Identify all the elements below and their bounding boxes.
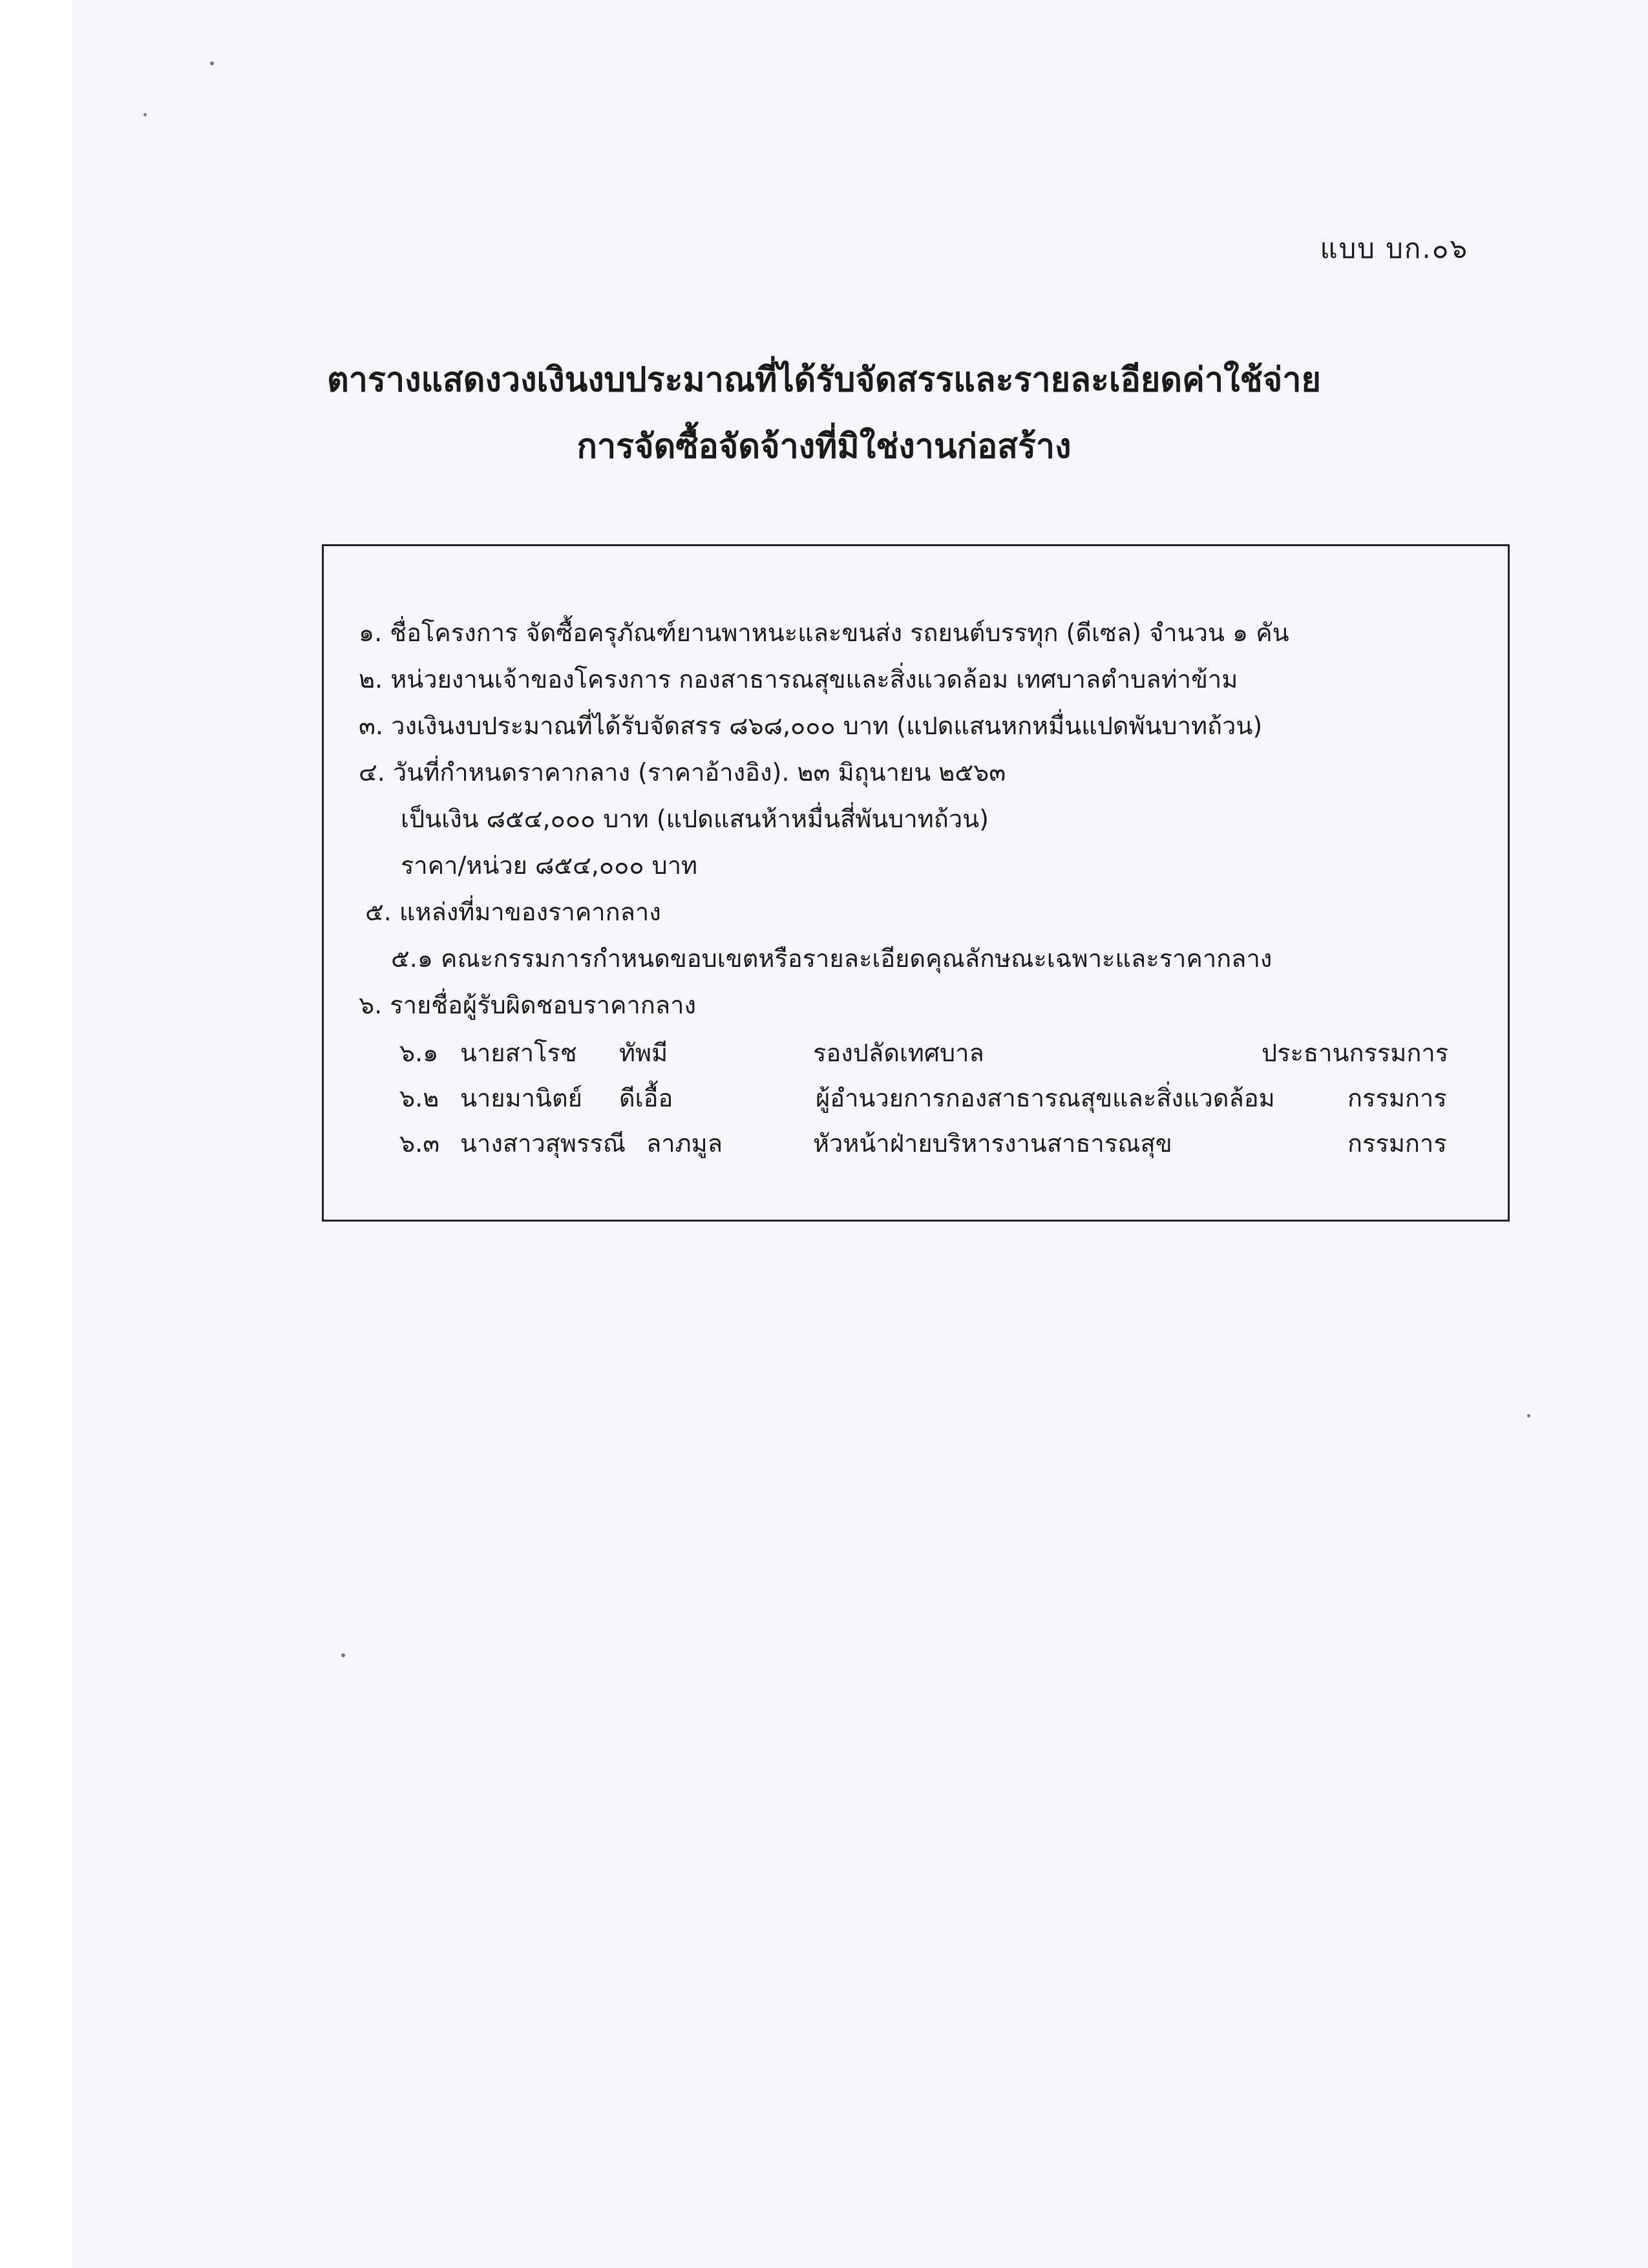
committee-last-name: ทัพมี [619,1039,668,1067]
reference-amount: เป็นเงิน ๘๕๔,๐๐๐ บาท (แปดแสนห้าหมื่นสี่พันบาทถ้วน) [401,805,989,833]
committee-first-name: นายมานิตย์ [460,1084,582,1112]
committee-first-name: นายสาโรช [460,1039,577,1067]
price-source-5-1: ๕.๑ คณะกรรมการกำหนดขอบเขตหรือรายละเอียดคุณลักษณะเฉพาะและราคากลาง [391,944,1273,973]
price-source-heading: ๕. แหล่งที่มาของราคากลาง [365,898,661,926]
committee-heading: ๖. รายชื่อผู้รับผิดชอบราคากลาง [359,991,697,1019]
project-name: ๑. ชื่อโครงการ จัดซื้อครุภัณฑ์ยานพาหนะและขนส่ง รถยนต์บรรทุก (ดีเซล) จำนวน ๑ คัน [359,619,1289,647]
committee-first-name: นางสาวสุพรรณี [460,1129,626,1158]
committee-last-name: ลาภมูล [646,1129,723,1158]
committee-last-name: ดีเอื้อ [619,1084,673,1112]
reference-date: ๔. วันที่กำหนดราคากลาง (ราคาอ้างอิง). ๒๓ มิถุนายน ๒๕๖๓ [359,758,1006,787]
form-code: แบบ บก.๐๖ [1320,233,1468,264]
scan-speck [1527,1414,1530,1417]
document-title-line-2: การจัดซื้อจัดจ้างที่มิใช่งานก่อสร้าง [576,427,1072,466]
committee-role: กรรมการ [1347,1084,1447,1112]
scan-speck [341,1653,345,1657]
committee-role: กรรมการ [1347,1129,1447,1158]
committee-position: รองปลัดเทศบาล [813,1039,984,1067]
document-title-line-1: ตารางแสดงวงเงินงบประมาณที่ได้รับจัดสรรและรายละเอียดค่าใช้จ่าย [327,361,1321,399]
scan-speck [143,113,147,116]
committee-position: ผู้อำนวยการกองสาธารณสุขและสิ่งแวดล้อม [816,1084,1275,1112]
scan-speck [210,61,214,65]
committee-number: ๖.๓ [399,1129,440,1158]
committee-position: หัวหน้าฝ่ายบริหารงานสาธารณสุข [813,1129,1172,1158]
unit-price: ราคา/หน่วย ๘๕๔,๐๐๐ บาท [401,851,698,880]
committee-number: ๖.๑ [399,1039,439,1067]
committee-role: ประธานกรรมการ [1262,1039,1449,1067]
committee-number: ๖.๒ [399,1084,439,1112]
allocated-budget: ๓. วงเงินงบประมาณที่ได้รับจัดสรร ๘๖๘,๐๐๐ บาท (แปดแสนหกหมื่นแปดพันบาทถ้วน) [359,712,1263,740]
owner-unit: ๒. หน่วยงานเจ้าของโครงการ กองสาธารณสุขและสิ่งแวดล้อม เทศบาลตำบลท่าข้าม [359,665,1238,694]
page-left-margin [0,0,72,2268]
